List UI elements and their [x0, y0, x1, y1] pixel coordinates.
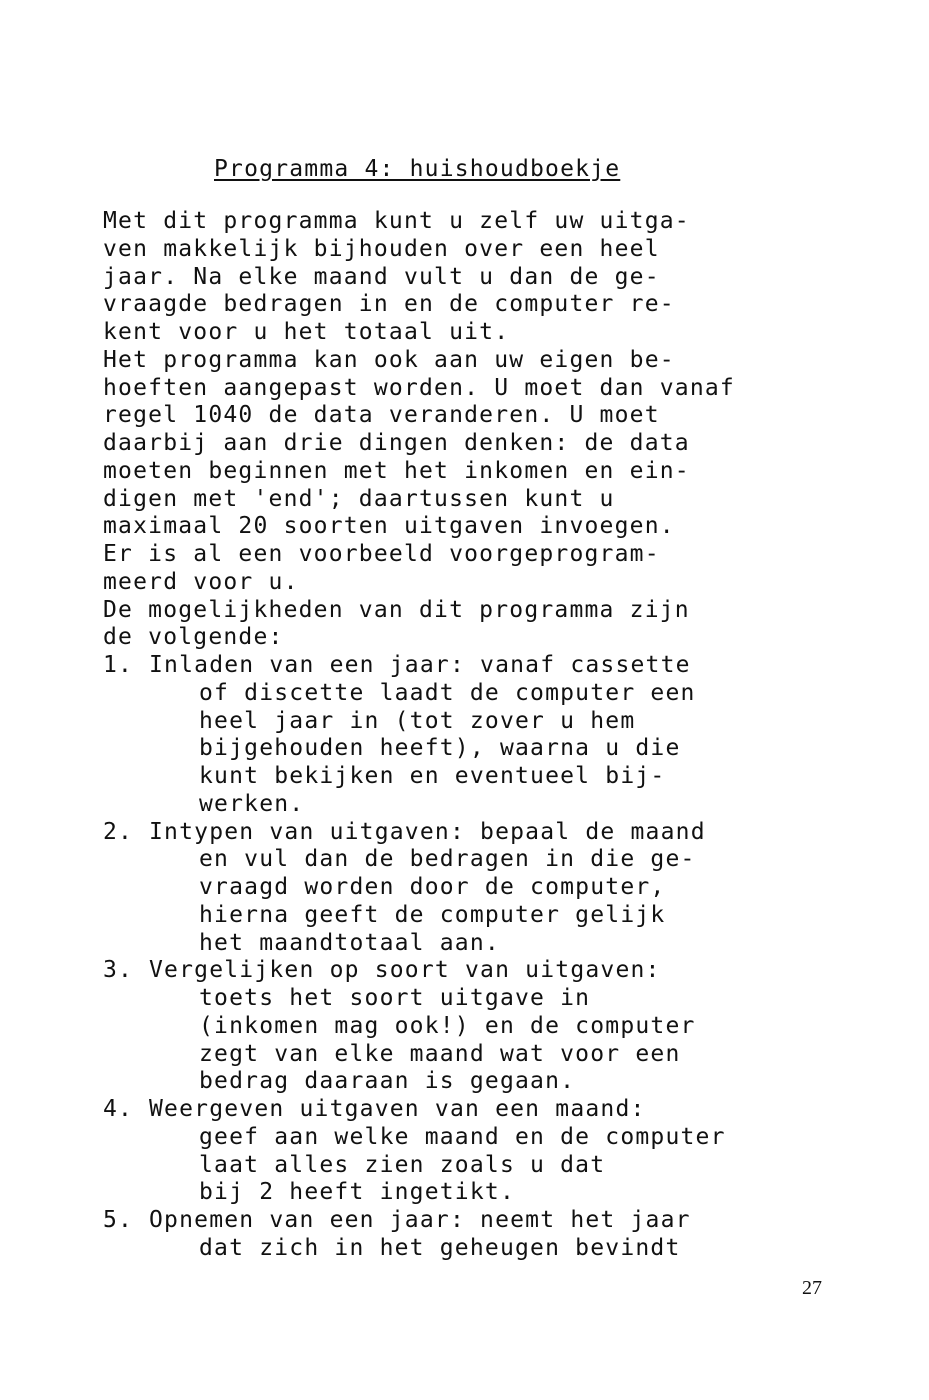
list-item: [103, 957, 823, 1096]
list-item: [103, 1096, 823, 1207]
list-item-line: dat zich in het geheugen bevindt: [199, 1234, 681, 1261]
list-item-number: 2.: [103, 818, 134, 845]
list-item-text: Opnemen van een jaar: neemt het jaar: [149, 1207, 691, 1233]
text-line: digen met 'end'; daartussen kunt u: [103, 485, 615, 512]
text-line: daarbij aan drie dingen denken: de data: [103, 430, 690, 456]
options-list: [103, 652, 823, 1263]
list-item-line: laat alles zien zoals u dat: [199, 1151, 606, 1178]
list-item-line: werken.: [199, 790, 305, 817]
list-item-line: geef aan welke maand en de computer: [199, 1123, 726, 1150]
list-item-line: bijgehouden heeft), waarna u die: [199, 735, 681, 762]
list-item-text: Intypen van uitgaven: bepaal de maand: [149, 818, 706, 845]
text-line: maximaal 20 soorten uitgaven invoegen.: [103, 513, 675, 540]
list-item-first-line: [103, 1096, 823, 1124]
list-item-text: Inladen van een jaar: vanaf cassette: [149, 652, 691, 678]
list-item-line: of discette laadt de computer een: [199, 679, 696, 706]
intro-paragraph: [103, 208, 823, 652]
list-item-number: 4.: [103, 1096, 134, 1122]
list-item: [103, 652, 823, 819]
page-title: Programma 4: huishoudboekje: [214, 156, 621, 182]
text-line: regel 1040 de data veranderen. U moet: [103, 402, 660, 429]
list-item-line: hierna geeft de computer gelijk: [199, 901, 666, 928]
list-item: [103, 1207, 823, 1263]
list-item-line: heel jaar in (tot zover u hem: [199, 707, 636, 734]
list-item-number: 5.: [103, 1207, 134, 1233]
list-item-first-line: [103, 957, 823, 985]
list-item-line: bedrag daaraan is gegaan.: [199, 1068, 576, 1095]
list-item-first-line: [103, 652, 823, 680]
text-line: hoeften aangepast worden. U moet dan vanaf: [103, 374, 735, 401]
body-text: [103, 208, 823, 1263]
page-number: 27: [802, 1277, 822, 1299]
text-line: jaar. Na elke maand vult u dan de ge-: [103, 263, 660, 290]
list-item-first-line: [103, 1207, 823, 1235]
list-item-line: zegt van elke maand wat voor een: [199, 1040, 681, 1067]
text-line: kent voor u het totaal uit.: [103, 319, 510, 345]
list-item-line: het maandtotaal aan.: [199, 929, 500, 956]
text-line: moeten beginnen met het inkomen en ein-: [103, 457, 690, 484]
text-line: ven makkelijk bijhouden over een heel: [103, 235, 660, 262]
list-item-number: 1.: [103, 652, 134, 678]
text-line: Met dit programma kunt u zelf uw uitga-: [103, 208, 690, 234]
text-line: de volgende:: [103, 624, 284, 651]
list-item-first-line: [103, 819, 823, 847]
list-item-line: toets het soort uitgave in: [199, 985, 591, 1011]
text-line: Er is al een voorbeeld voorgeprogram-: [103, 541, 660, 567]
list-item-line: (inkomen mag ook!) en de computer: [199, 1012, 696, 1039]
list-item-number: 3.: [103, 957, 134, 984]
list-item-text: Vergelijken op soort van uitgaven:: [149, 957, 661, 984]
list-item-text: Weergeven uitgaven van een maand:: [149, 1096, 646, 1122]
text-line: meerd voor u.: [103, 568, 299, 595]
list-item-line: kunt bekijken en eventueel bij-: [199, 763, 666, 789]
list-item-line: en vul dan de bedragen in die ge-: [199, 846, 696, 873]
list-item: [103, 819, 823, 958]
text-line: Het programma kan ook aan uw eigen be-: [103, 346, 675, 373]
list-item-line: bij 2 heeft ingetikt.: [199, 1179, 515, 1206]
list-item-line: vraagd worden door de computer,: [199, 874, 666, 900]
text-line: De mogelijkheden van dit programma zijn: [103, 596, 690, 623]
text-line: vraagde bedragen in en de computer re-: [103, 291, 675, 318]
